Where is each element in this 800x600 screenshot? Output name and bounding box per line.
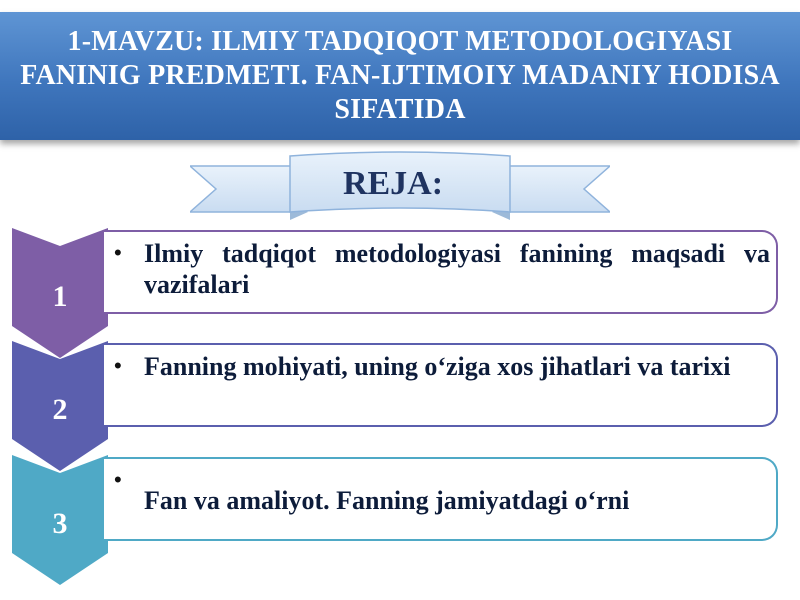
plan-label: REJA:: [342, 165, 444, 202]
item-text: Ilmiy tadqiqot metodologiyasi fanining maqsadi va vazifalari: [144, 239, 770, 300]
plan-item-1: [0, 228, 800, 358]
item-text: Fanning mohiyati, uning o‘ziga xos jihatlari va tarixi: [144, 352, 731, 381]
item-text: Fan va amaliyot. Fanning jamiyatdagi o‘rni: [144, 486, 630, 515]
item-box: [104, 457, 778, 541]
item-number: 3: [52, 507, 68, 540]
bullet-icon: •: [114, 353, 122, 378]
item-number: 2: [52, 393, 68, 426]
bullet-icon: •: [114, 240, 122, 265]
item-box: [104, 230, 778, 314]
bullet-icon: •: [114, 467, 122, 492]
item-box: [104, 343, 778, 427]
plan-item-2: [0, 341, 800, 471]
slide-title: 1-MAVZU: ILMIY TADQIQOT METODOLOGIYASI FANINIG PREDMETI. FAN-IJTIMOIY MADANIY HODISA SIFATIDA: [20, 25, 780, 126]
title-banner: [0, 12, 800, 140]
plan-item-3: [0, 455, 800, 585]
item-number: 1: [52, 280, 68, 313]
